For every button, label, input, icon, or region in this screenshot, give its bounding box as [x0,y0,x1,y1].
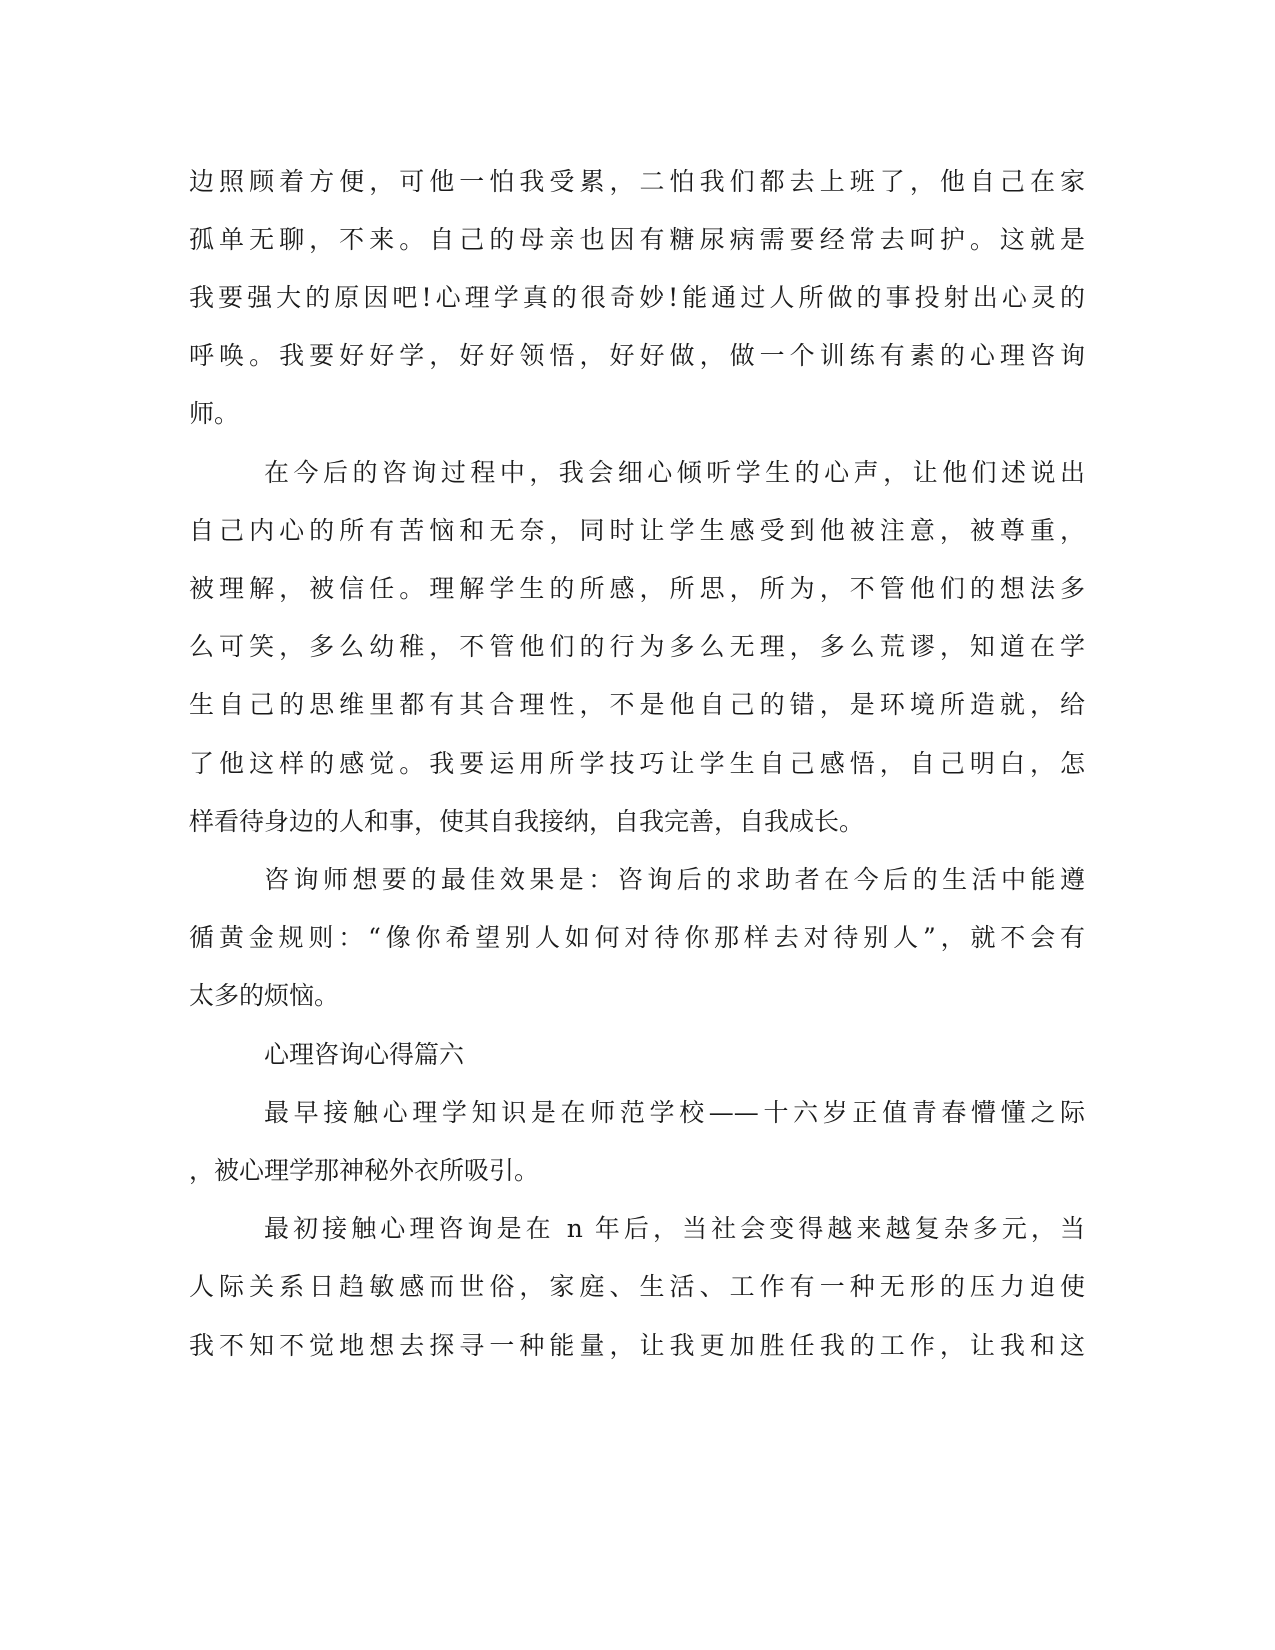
section-heading: 心理咨询心得篇六 [264,1040,465,1069]
paragraph-first-line: 最早接触心理学知识是在师范学校——十六岁正值青春懵懂之际 [264,1098,1085,1127]
paragraph-first-line: 最初接触心理咨询是在 n 年后，当社会变得越来越复杂多元，当 [264,1214,1085,1243]
paragraph-first-line: 在今后的咨询过程中，我会细心倾听学生的心声，让他们述说出 [264,458,1085,487]
paragraph-first-line: 咨询师想要的最佳效果是：咨询后的求助者在今后的生活中能遵 [264,865,1085,894]
body-text-line: 人际关系日趋敏感而世俗，家庭、生活、工作有一种无形的压力迫使 [189,1272,1085,1301]
body-text-line: 我要强大的原因吧!心理学真的很奇妙!能通过人所做的事投射出心灵的 [189,283,1085,312]
body-text-line: ，被心理学那神秘外衣所吸引。 [189,1156,540,1185]
body-text-line: 么可笑，多么幼稚，不管他们的行为多么无理，多么荒谬，知道在学 [189,632,1085,661]
body-text-line: 自己内心的所有苦恼和无奈，同时让学生感受到他被注意，被尊重， [189,516,1085,545]
body-text-line: 师。 [189,399,240,428]
body-text-line: 样看待身边的人和事，使其自我接纳，自我完善，自我成长。 [189,807,865,836]
body-text-line: 被理解，被信任。理解学生的所感，所思，所为，不管他们的想法多 [189,574,1085,603]
body-text-line: 循黄金规则：“像你希望别人如何对待你那样去对待别人”，就不会有 [189,923,1085,952]
body-text-line: 孤单无聊，不来。自己的母亲也因有糖尿病需要经常去呵护。这就是 [189,225,1085,254]
body-text-line: 边照顾着方便，可他一怕我受累，二怕我们都去上班了，他自己在家 [189,167,1085,196]
body-text-line: 我不知不觉地想去探寻一种能量，让我更加胜任我的工作，让我和这 [189,1331,1085,1360]
body-text-line: 呼唤。我要好好学，好好领悟，好好做，做一个训练有素的心理咨询 [189,341,1085,370]
body-text-line: 了他这样的感觉。我要运用所学技巧让学生自己感悟，自己明白，怎 [189,749,1085,778]
body-text-line: 太多的烦恼。 [189,981,340,1010]
body-text-line: 生自己的思维里都有其合理性，不是他自己的错，是环境所造就，给 [189,690,1085,719]
